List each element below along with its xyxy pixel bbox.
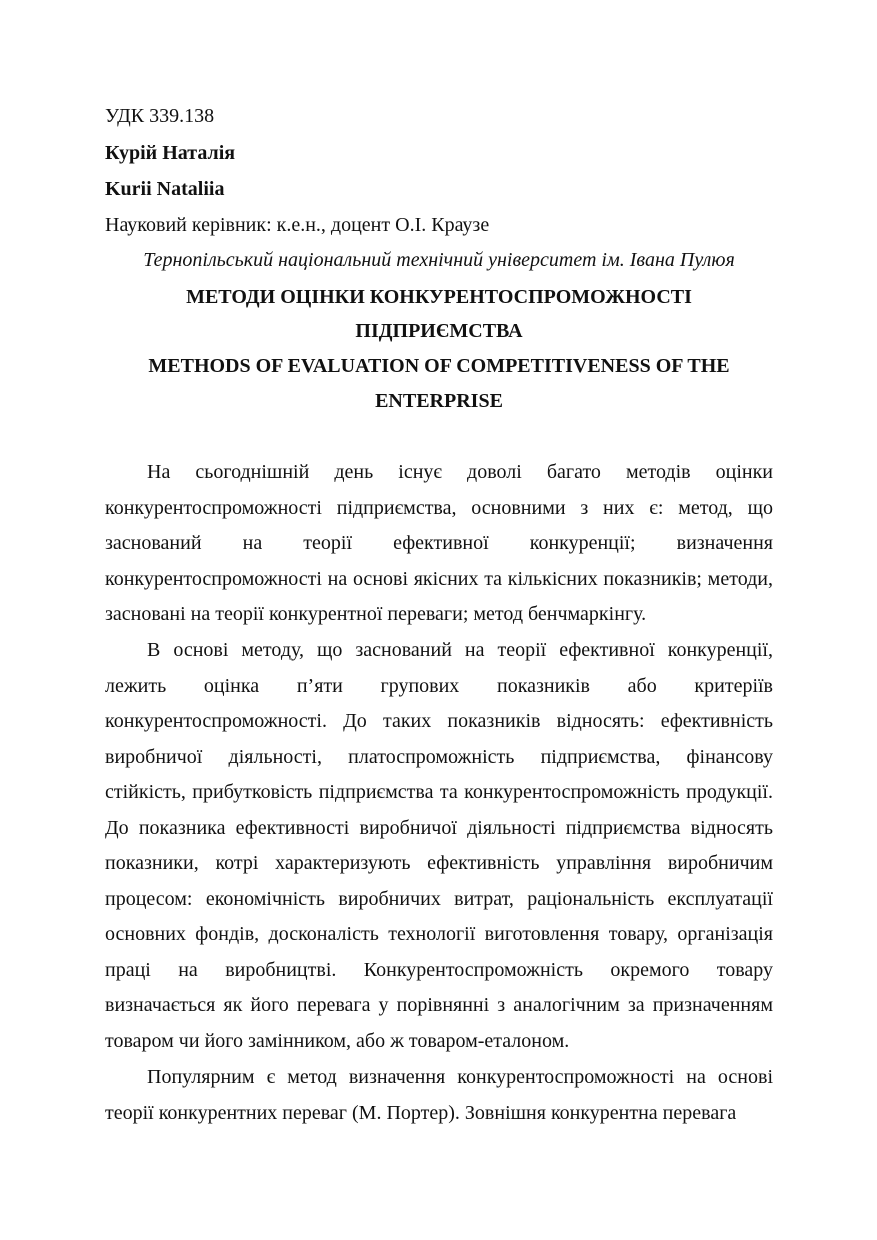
title-en-line-1: METHODS OF EVALUATION OF COMPETITIVENESS OF THE [148,355,730,377]
body-paragraph-1: На сьогоднішній день існує доволі багато методів оцінки конкурентоспроможності підприємства, основними з них є: метод, що заснований на теорії ефективної конкуренції; визначення конкурентоспроможності на основі якісних та кількісних показників; методи, засновані на теорії конкурентної переваги; метод бенчмаркінгу. [105,461,773,625]
title-ua-line-1: МЕТОДИ ОЦІНКИ КОНКУРЕНТОСПРОМОЖНОСТІ [186,286,692,308]
title-ua-line-2: ПІДПРИЄМСТВА [355,320,523,342]
body-paragraph-2: В основі методу, що заснований на теорії ефективної конкуренції, лежить оцінка п’яти групових показників або критеріїв конкурентоспроможності. До таких показників відносять: ефективність виробничої діяльності, платоспроможність підприємства, фінансову стійкість, прибутковість підприємства та конкурентоспроможність продукції. До показника ефективності виробничої діяльності підприємства відносять показники, котрі характеризують ефективність управління виробничим процесом: економічність виробничих витрат, раціональність експлуатації основних фондів, досконалість технології виготовлення товару, організація праці на виробництві. Конкурентоспроможність окремого товару визначається як його перевага у порівнянні з аналогічним за призначенням товаром чи його замінником, або ж товаром-еталоном. [105,639,773,1052]
affiliation-line: Тернопільський національний технічний університет ім. Івана Пулюя [143,249,735,271]
udk-code: УДК 339.138 [105,105,215,127]
author-name-en: Kurii Nataliia [105,178,225,200]
body-paragraph-3: Популярним є метод визначення конкурентоспроможності на основі теорії конкурентних переваг (М. Портер). Зовнішня конкурентна перевага [105,1066,773,1124]
supervisor-line: Науковий керівник: к.е.н., доцент О.І. Краузе [105,214,490,236]
title-en-line-2: ENTERPRISE [375,390,503,412]
author-name-ua: Курій Наталія [105,142,236,164]
